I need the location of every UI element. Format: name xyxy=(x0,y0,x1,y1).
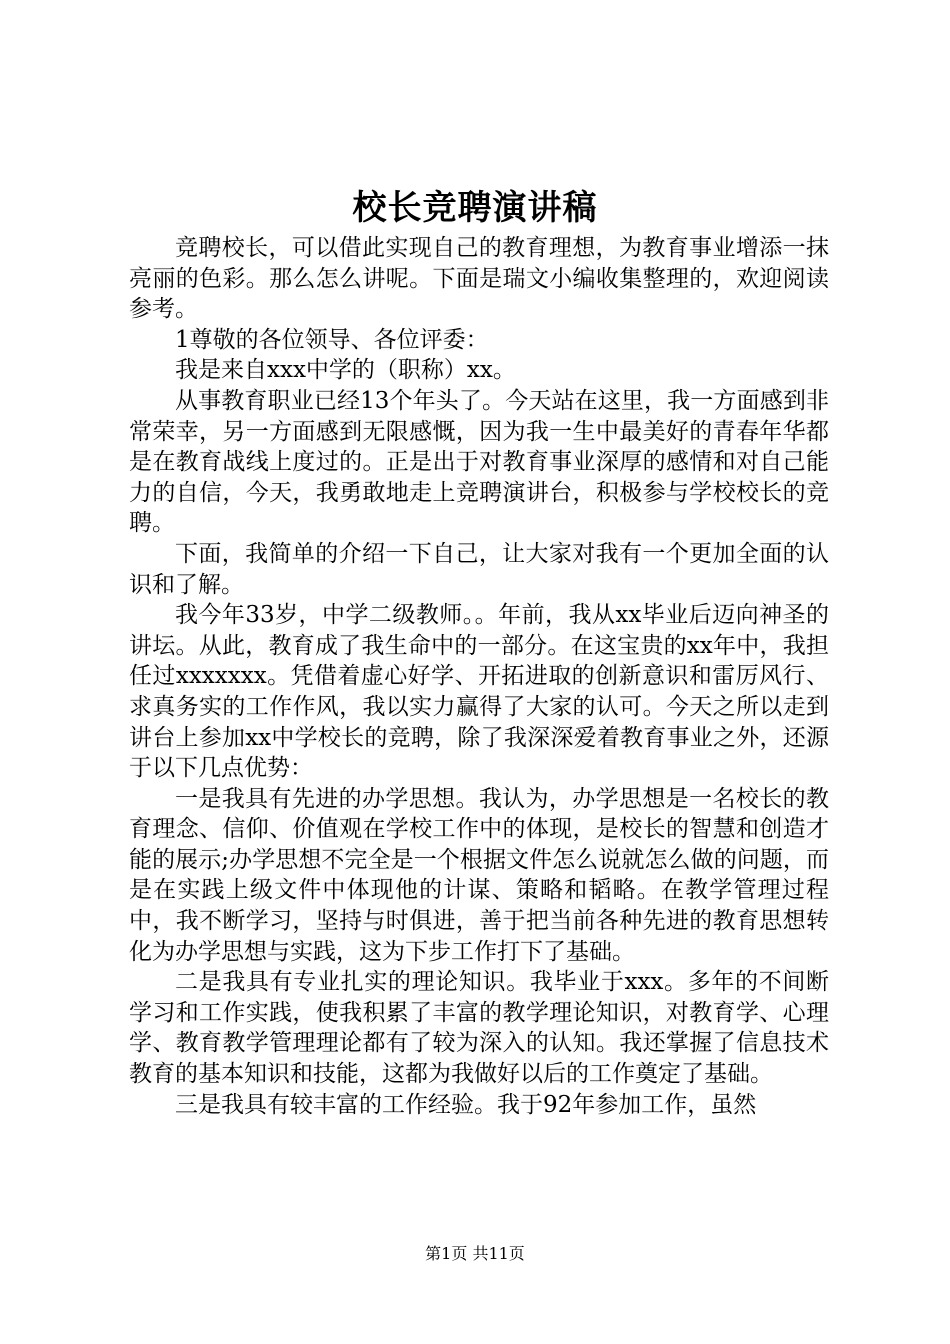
paragraph-career: 从事教育职业已经13个年头了。今天站在这里，我一方面感到非常荣幸，另一方面感到无限感慨，因为我一生中最美好的青春年华都是在教育战线上度过的。正是出于对教育事业深厚的感情和对自己能力的自信，今天，我勇敢地走上竞聘演讲台，积极参与学校校长的竞聘。 xyxy=(129,387,829,537)
paragraph-advantage-2: 二是我具有专业扎实的理论知识。我毕业于xxx。多年的不间断学习和工作实践，使我积累了丰富的教学理论知识，对教育学、心理学、教育教学管理理论都有了较为深入的认知。我还掌握了信息技术教育的基本知识和技能，这都为我做好以后的工作奠定了基础。 xyxy=(129,969,829,1088)
page-footer: 第1页 共11页 xyxy=(425,1244,525,1263)
paragraph-advantage-1: 一是我具有先进的办学思想。我认为，办学思想是一名校长的教育理念、信仰、价值观在学校工作中的体现，是校长的智慧和创造才能的展示;办学思想不完全是一个根据文件怎么说就怎么做的问题，而是在实践上级文件中体现他的计谋、策略和韬略。在教学管理过程中，我不断学习，坚持与时俱进，善于把当前各种先进的教育思想转化为办学思想与实践，这为下步工作打下了基础。 xyxy=(129,785,829,965)
document-body xyxy=(129,233,829,1120)
paragraph-advantage-3: 三是我具有较丰富的工作经验。我于92年参加工作，虽然 xyxy=(175,1091,757,1118)
paragraph-self-intro: 我是来自xxx中学的（职称）xx。 xyxy=(175,357,516,384)
paragraph-intro: 竞聘校长，可以借此实现自己的教育理想，为教育事业增添一抹亮丽的色彩。那么怎么讲呢。下面是瑞文小编收集整理的，欢迎阅读参考。 xyxy=(129,235,829,323)
paragraph-transition: 下面，我简单的介绍一下自己，让大家对我有一个更加全面的认识和了解。 xyxy=(129,540,829,598)
paragraph-salutation: 1尊敬的各位领导、各位评委： xyxy=(175,326,489,353)
paragraph-background: 我今年33岁，中学二级教师。。年前，我从xx毕业后迈向神圣的讲坛。从此，教育成了我生命中的一部分。在这宝贵的xx年中，我担任过xxxxxxx。凭借着虚心好学、开拓进取的创新意识和雷厉风行、求真务实的工作作风，我以实力赢得了大家的认可。今天之所以走到讲台上参加xx中学校长的竞聘，除了我深深爱着教育事业之外，还源于以下几点优势： xyxy=(129,602,829,782)
document-title: 校长竞聘演讲稿 xyxy=(352,188,598,228)
